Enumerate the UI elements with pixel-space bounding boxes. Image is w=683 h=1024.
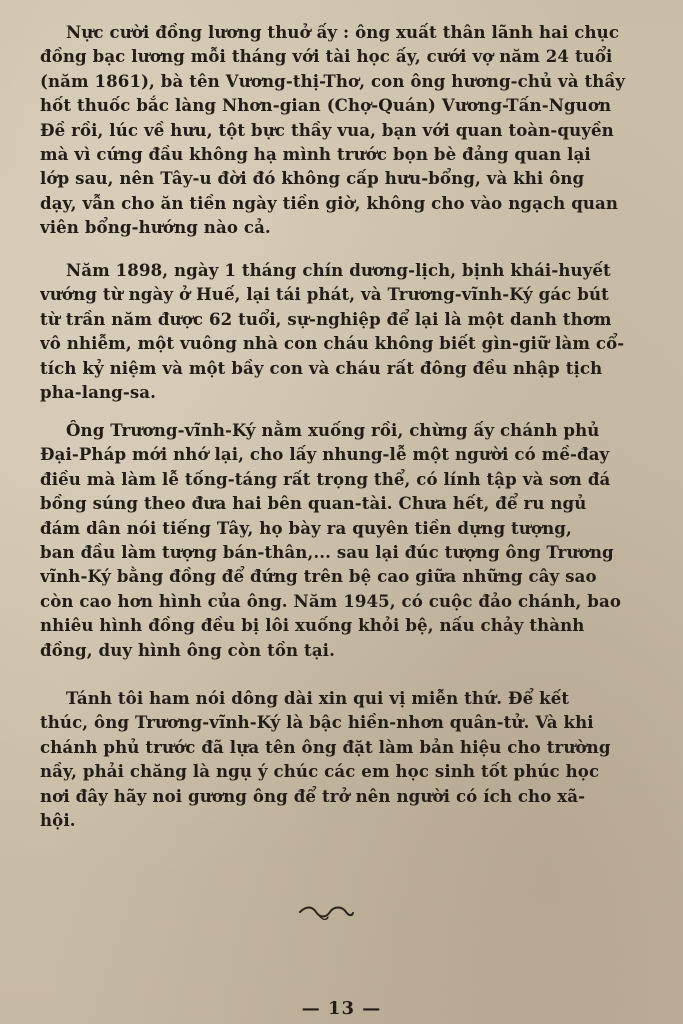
text-line: Tánh tôi ham nói dông dài xin qui vị miễn thứ. Để kết [66,688,570,708]
text-line: từ trần năm được 62 tuổi, sự-nghiệp để lại là một danh thơm [40,308,612,329]
text-line: nầy, phải chăng là ngụ ý chúc các em học sinh tốt phúc học [40,761,600,782]
text-line: điều mà làm lễ tống-táng rất trọng thể, có lính tập và sơn đá [40,468,611,489]
text-line: Ông Trương-vĩnh-Ký nằm xuống rồi, chừng ấy chánh phủ [66,420,600,440]
text-line: mà vì cứng đầu không hạ mình trước bọn bè đảng quan lại [40,144,591,165]
text-line: pha-lang-sa. [40,382,156,403]
text-line: đồng, duy hình ông còn tồn tại. [40,639,335,660]
flourish-ornament-icon [296,904,356,924]
text-line: vô nhiễm, một vuông nhà con cháu không biết gìn-giữ làm cổ- [40,333,625,354]
text-line: hốt thuốc bắc làng Nhơn-gian (Chợ-Quán) Vương-Tấn-Nguơn [40,95,612,116]
page-number: — 13 — [301,998,382,1019]
text-line: thúc, ông Trương-vĩnh-Ký là bậc hiền-nhơn quân-tử. Và khi [40,712,594,733]
text-line: ban đầu làm tượng bán-thân,... sau lại đúc tượng ông Trương [40,542,614,563]
paragraph-1 [40,20,654,240]
text-line: hội. [40,810,76,831]
text-line: đồng bạc lương mỗi tháng với tài học ấy, cưới vợ năm 24 tuổi [40,46,613,67]
text-line: nhiêu hình đồng đều bị lôi xuống khỏi bệ, nấu chảy thành [40,615,585,636]
paragraph-2 [40,258,654,404]
text-line: Nực cười đồng lương thuở ấy : ông xuất thân lãnh hai chục [66,22,620,42]
text-line: Năm 1898, ngày 1 tháng chín dương-lịch, bịnh khái-huyết [66,260,611,280]
text-line: nơi đây hãy noi gương ông để trở nên người có ích cho xã- [40,785,586,806]
text-line: Đại-Pháp mới nhớ lại, cho lấy nhung-lễ một người có mề-đay [40,444,610,465]
text-line: chánh phủ trước đã lựa tên ông đặt làm bản hiệu cho trường [40,736,611,757]
paragraph-4 [40,686,654,832]
text-line: vĩnh-Ký bằng đồng để đứng trên bệ cao giữa những cây sao [40,566,597,587]
text-line: Đề rồi, lúc về hưu, tột bực thầy vua, bạn với quan toàn-quyền [40,119,614,140]
text-line: bồng súng theo đưa hai bên quan-tài. Chưa hết, để ru ngủ [40,493,587,514]
paragraph-3 [40,418,654,662]
text-line: đám dân nói tiếng Tây, họ bày ra quyên tiền dựng tượng, [40,517,572,538]
text-line: còn cao hơn hình của ông. Năm 1945, có cuộc đảo chánh, bao [40,590,622,611]
text-line: tích kỷ niệm và một bầy con và cháu rất đông đều nhập tịch [40,357,603,378]
text-line: dạy, vẫn cho ăn tiền ngày tiền giờ, không cho vào ngạch quan [40,192,619,213]
text-line: lớp sau, nên Tây-u đời đó không cấp hưu-bổng, và khi ông [40,168,585,189]
text-line: viên bổng-hướng nào cả. [40,217,271,238]
text-line: (năm 1861), bà tên Vương-thị-Thơ, con ông hương-chủ và thầy [40,70,626,91]
text-line: vướng từ ngày ở Huế, lại tái phát, và Trương-vĩnh-Ký gác bút [40,284,609,305]
